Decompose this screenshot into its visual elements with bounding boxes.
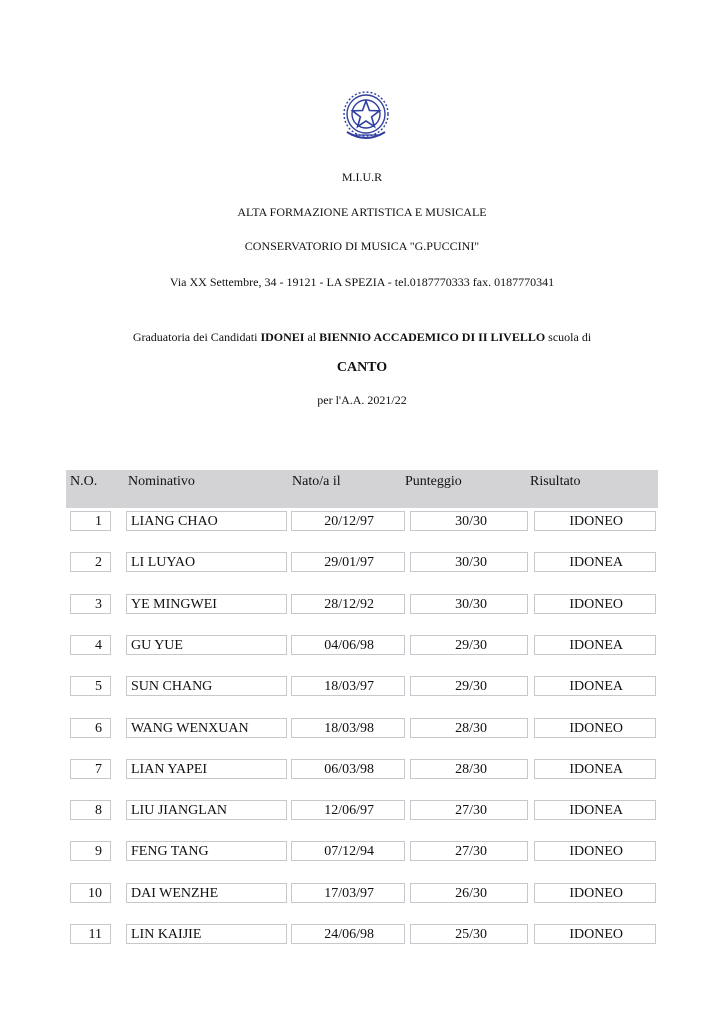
birth-date-cell: 28/12/92	[291, 594, 405, 614]
column-header-name: Nominativo	[128, 474, 195, 489]
row-number-cell: 3	[70, 594, 111, 614]
score-cell: 30/30	[410, 594, 528, 614]
candidate-name-cell: LI LUYAO	[126, 552, 287, 572]
result-cell: IDONEA	[534, 759, 656, 779]
result-cell: IDONEO	[534, 883, 656, 903]
column-header-score: Punteggio	[405, 474, 462, 489]
score-cell: 27/30	[410, 800, 528, 820]
result-cell: IDONEA	[534, 800, 656, 820]
row-number-cell: 4	[70, 635, 111, 655]
ranking-caption: Graduatoria dei Candidati IDONEI al BIENNIO ACCADEMICO DI II LIVELLO scuola di	[132, 330, 592, 344]
score-cell: 28/30	[410, 759, 528, 779]
row-number-cell: 7	[70, 759, 111, 779]
column-header-born: Nato/a il	[292, 474, 341, 489]
row-number-cell: 5	[70, 676, 111, 696]
score-cell: 28/30	[410, 718, 528, 738]
academic-year: per l'A.A. 2021/22	[317, 393, 407, 407]
score-cell: 29/30	[410, 676, 528, 696]
ministry-name: M.I.U.R	[341, 170, 383, 184]
birth-date-cell: 06/03/98	[291, 759, 405, 779]
row-number-cell: 11	[70, 924, 111, 944]
birth-date-cell: 17/03/97	[291, 883, 405, 903]
score-cell: 26/30	[410, 883, 528, 903]
birth-date-cell: 24/06/98	[291, 924, 405, 944]
institution-name: ALTA FORMAZIONE ARTISTICA E MUSICALE	[237, 205, 487, 219]
score-cell: 27/30	[410, 841, 528, 861]
candidate-name-cell: DAI WENZHE	[126, 883, 287, 903]
result-cell: IDONEO	[534, 511, 656, 531]
result-cell: IDONEA	[534, 676, 656, 696]
result-cell: IDONEA	[534, 635, 656, 655]
candidate-name-cell: LIANG CHAO	[126, 511, 287, 531]
result-cell: IDONEO	[534, 718, 656, 738]
score-cell: 30/30	[410, 511, 528, 531]
candidate-name-cell: WANG WENXUAN	[126, 718, 287, 738]
birth-date-cell: 18/03/97	[291, 676, 405, 696]
row-number-cell: 8	[70, 800, 111, 820]
conservatory-address: Via XX Settembre, 34 - 19121 - LA SPEZIA - tel.0187770333 fax. 0187770341	[169, 275, 555, 289]
candidate-name-cell: GU YUE	[126, 635, 287, 655]
column-header-result: Risultato	[530, 474, 581, 489]
result-cell: IDONEA	[534, 552, 656, 572]
score-cell: 29/30	[410, 635, 528, 655]
candidate-name-cell: YE MINGWEI	[126, 594, 287, 614]
score-cell: 30/30	[410, 552, 528, 572]
birth-date-cell: 20/12/97	[291, 511, 405, 531]
birth-date-cell: 29/01/97	[291, 552, 405, 572]
candidate-name-cell: FENG TANG	[126, 841, 287, 861]
birth-date-cell: 18/03/98	[291, 718, 405, 738]
table-header	[66, 470, 658, 508]
candidate-name-cell: SUN CHANG	[126, 676, 287, 696]
birth-date-cell: 07/12/94	[291, 841, 405, 861]
row-number-cell: 9	[70, 841, 111, 861]
row-number-cell: 10	[70, 883, 111, 903]
birth-date-cell: 12/06/97	[291, 800, 405, 820]
candidate-name-cell: LIN KAIJIE	[126, 924, 287, 944]
birth-date-cell: 04/06/98	[291, 635, 405, 655]
column-header-no: N.O.	[70, 474, 98, 489]
row-number-cell: 1	[70, 511, 111, 531]
result-cell: IDONEO	[534, 841, 656, 861]
row-number-cell: 6	[70, 718, 111, 738]
candidate-name-cell: LIAN YAPEI	[126, 759, 287, 779]
italian-republic-emblem-icon	[341, 88, 391, 144]
result-cell: IDONEO	[534, 594, 656, 614]
result-cell: IDONEO	[534, 924, 656, 944]
score-cell: 25/30	[410, 924, 528, 944]
conservatory-name: CONSERVATORIO DI MUSICA "G.PUCCINI"	[244, 239, 480, 253]
candidate-name-cell: LIU JIANGLAN	[126, 800, 287, 820]
school-title: CANTO	[336, 360, 388, 375]
row-number-cell: 2	[70, 552, 111, 572]
